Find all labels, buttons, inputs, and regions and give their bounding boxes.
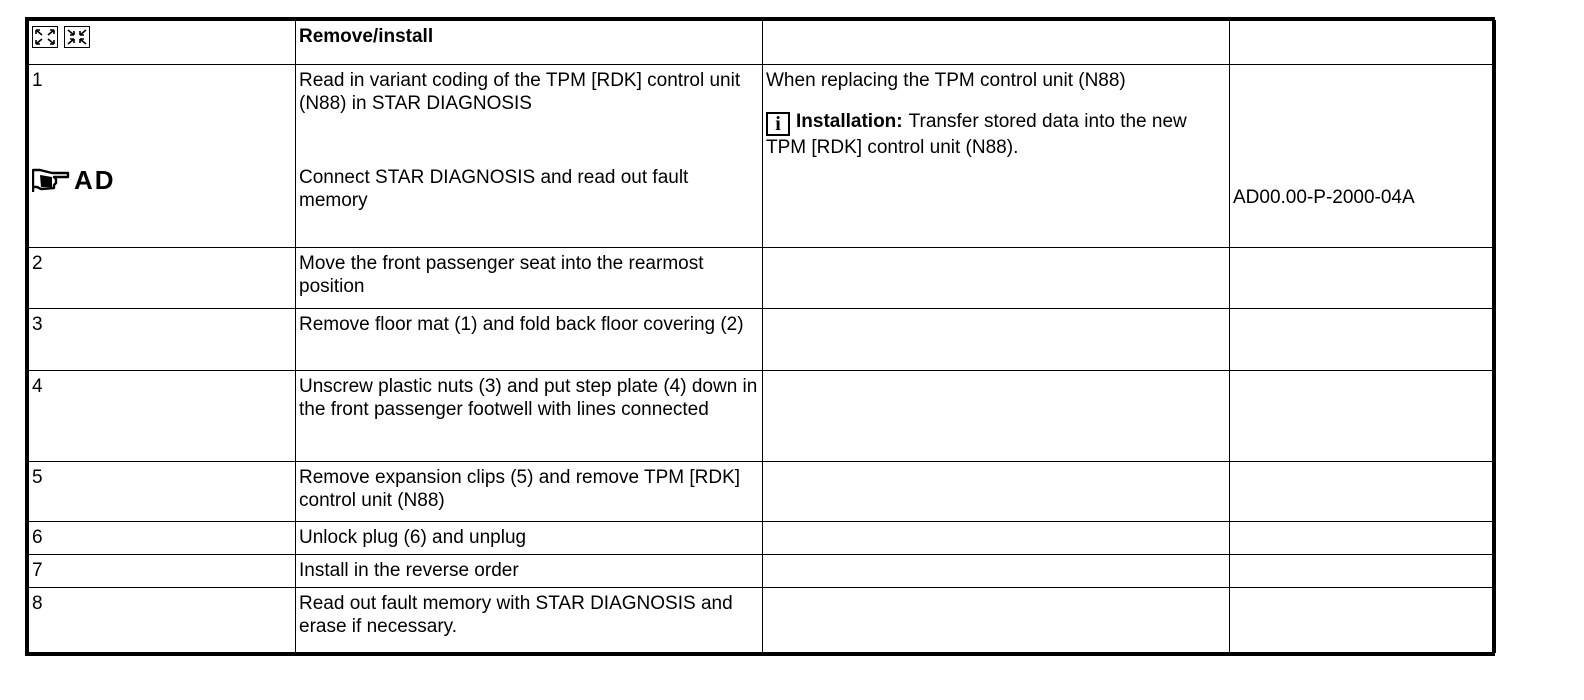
table-title: Remove/install <box>299 26 434 47</box>
step-action-cell <box>296 588 763 653</box>
step-reference-cell <box>1230 462 1496 522</box>
step-number: 2 <box>32 253 43 274</box>
step-number: 1 <box>32 70 43 91</box>
step-action-text: Read out fault memory with STAR DIAGNOSIS and erase if necessary. <box>299 593 733 637</box>
step-action-text: Unlock plug (6) and unplug <box>299 527 527 548</box>
step-condition-cell <box>763 371 1230 462</box>
step-number: 4 <box>32 376 43 397</box>
ad-reference-marker[interactable] <box>32 164 293 195</box>
step-number: 7 <box>32 560 43 581</box>
table-row <box>29 555 1496 588</box>
step-number-cell <box>29 555 296 588</box>
step-action-text: Remove expansion clips (5) and remove TPM [RDK] control unit (N88) <box>299 467 741 511</box>
note-label: Installation: <box>796 111 903 132</box>
step-number-cell <box>29 462 296 522</box>
step-action-text: Move the front passenger seat into the rearmost position <box>299 253 704 297</box>
condition-text: When replacing the TPM control unit (N88) <box>766 70 1126 91</box>
step-number: 8 <box>32 593 43 614</box>
step-number-cell <box>29 588 296 653</box>
step-reference-cell <box>1230 371 1496 462</box>
expand-all-icon[interactable] <box>32 26 58 48</box>
table-row <box>29 65 1496 248</box>
step-action-text: Connect STAR DIAGNOSIS and read out fault memory <box>299 167 689 211</box>
table-row <box>29 371 1496 462</box>
step-reference-cell <box>1230 309 1496 371</box>
step-action-cell <box>296 462 763 522</box>
table-row <box>29 522 1496 555</box>
step-condition-cell <box>763 309 1230 371</box>
step-condition-cell <box>763 248 1230 309</box>
procedure-table <box>28 20 1496 653</box>
table-row <box>29 309 1496 371</box>
collapse-all-icon[interactable] <box>64 26 90 48</box>
step-number: 6 <box>32 527 43 548</box>
step-action-text: Read in variant coding of the TPM [RDK] control unit (N88) in STAR DIAGNOSIS <box>299 70 741 114</box>
pointing-hand-icon <box>32 167 70 193</box>
header-title-cell <box>296 21 763 65</box>
step-action-cell <box>296 522 763 555</box>
table-row <box>29 588 1496 653</box>
step-condition-cell <box>763 588 1230 653</box>
step-reference-cell <box>1230 65 1496 248</box>
header-icons-cell <box>29 21 296 65</box>
note-text: Transfer stored data into the new TPM [RDK] control unit (N88). <box>766 111 1187 158</box>
step-reference-cell <box>1230 248 1496 309</box>
document-reference-link[interactable]: AD00.00-P-2000-04A <box>1233 187 1415 208</box>
header-empty-cell <box>1230 21 1496 65</box>
step-action-cell <box>296 65 763 248</box>
step-number-cell <box>29 522 296 555</box>
ad-marker-label: AD <box>74 164 116 195</box>
step-condition-cell <box>763 555 1230 588</box>
step-condition-cell <box>763 462 1230 522</box>
step-reference-cell <box>1230 555 1496 588</box>
step-action-text: Install in the reverse order <box>299 560 519 581</box>
step-number-cell <box>29 248 296 309</box>
step-action-text: Unscrew plastic nuts (3) and put step plate (4) down in the front passenger footwell with lines connected <box>299 376 758 420</box>
step-number: 3 <box>32 314 43 335</box>
step-reference-cell <box>1230 522 1496 555</box>
step-condition-cell <box>763 522 1230 555</box>
step-number-cell <box>29 371 296 462</box>
step-action-cell <box>296 371 763 462</box>
header-row <box>29 21 1496 65</box>
table-row <box>29 462 1496 522</box>
header-empty-cell <box>763 21 1230 65</box>
step-action-text: Remove floor mat (1) and fold back floor covering (2) <box>299 314 744 335</box>
step-reference-cell <box>1230 588 1496 653</box>
step-action-cell <box>296 248 763 309</box>
procedure-document <box>25 17 1495 656</box>
step-condition-cell <box>763 65 1230 248</box>
installation-note <box>766 110 1227 159</box>
table-row <box>29 248 1496 309</box>
step-number-cell <box>29 65 296 248</box>
step-action-cell <box>296 309 763 371</box>
step-action-cell <box>296 555 763 588</box>
step-number-cell <box>29 309 296 371</box>
info-icon: i <box>766 112 790 136</box>
step-number: 5 <box>32 467 43 488</box>
